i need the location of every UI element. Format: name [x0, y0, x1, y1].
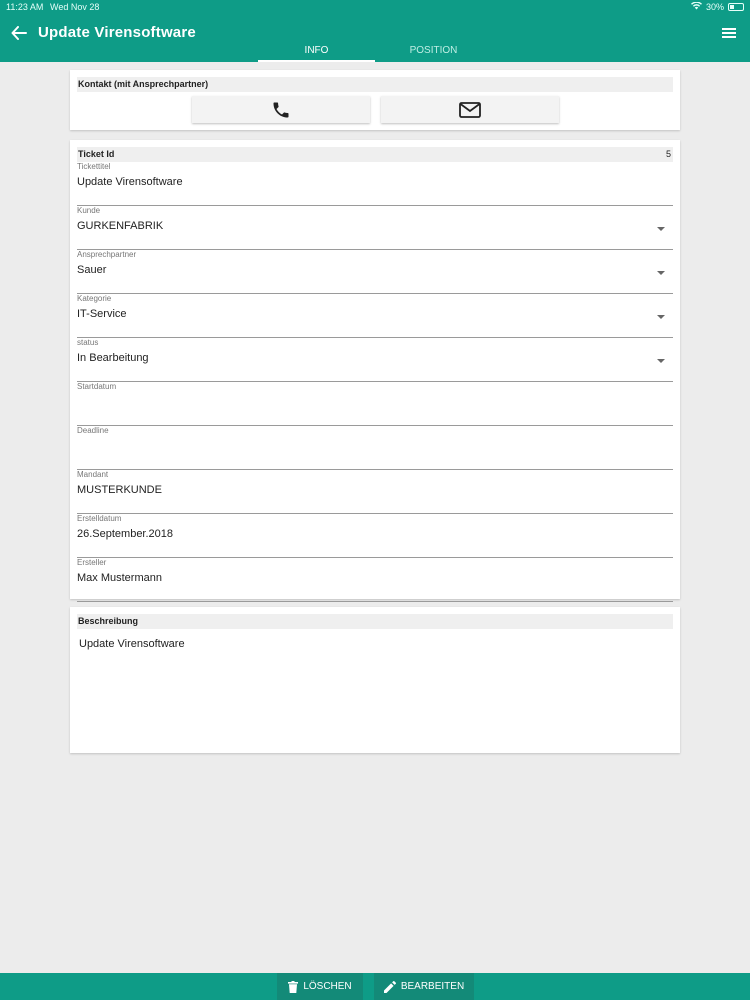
description-title: Beschreibung: [77, 614, 673, 629]
ticket-card: [70, 140, 680, 599]
status-date: Wed Nov 28: [50, 2, 100, 12]
contact-card: [70, 70, 680, 130]
battery-percent: 30%: [705, 2, 724, 12]
field-ersteller[interactable]: [77, 558, 673, 602]
status-bar: [0, 0, 750, 14]
dropdown-arrow-icon[interactable]: [657, 359, 665, 363]
phone-icon: [271, 100, 291, 120]
field-label: Ansprechpartner: [77, 250, 137, 259]
field-value: MUSTERKUNDE: [77, 484, 162, 496]
call-button[interactable]: [192, 96, 370, 123]
app-bar: [0, 0, 750, 62]
field-value: IT-Service: [77, 308, 127, 320]
field-label: Kategorie: [77, 294, 112, 303]
dropdown-arrow-icon[interactable]: [657, 271, 665, 275]
status-right: [691, 2, 744, 12]
field-label: Mandant: [77, 470, 109, 479]
field-startdatum[interactable]: [77, 382, 673, 426]
field-label: Ersteller: [77, 558, 107, 567]
delete-label: LÖSCHEN: [303, 981, 352, 992]
field-ansprechpartner[interactable]: [77, 250, 673, 294]
field-label: Kunde: [77, 206, 101, 215]
field-status[interactable]: [77, 338, 673, 382]
pencil-icon: [384, 981, 396, 993]
field-value: In Bearbeitung: [77, 352, 149, 364]
hamburger-menu-icon: [722, 27, 736, 39]
field-label: Deadline: [77, 426, 109, 435]
back-button[interactable]: [8, 22, 30, 44]
tab-info[interactable]: INFO: [304, 45, 329, 56]
mail-icon: [459, 102, 481, 118]
field-mandant[interactable]: [77, 470, 673, 514]
field-value: GURKENFABRIK: [77, 220, 164, 232]
field-value: Sauer: [77, 264, 107, 276]
page-title: Update Virensoftware: [38, 24, 196, 41]
field-value: Max Mustermann: [77, 572, 162, 584]
ticket-id-value: 5: [665, 149, 671, 159]
wifi-icon: [691, 2, 702, 12]
field-tickettitel[interactable]: [77, 162, 673, 206]
status-time: 11:23 AM: [6, 2, 44, 12]
dropdown-arrow-icon[interactable]: [657, 227, 665, 231]
bottom-action-bar: [0, 973, 750, 1000]
email-button[interactable]: [381, 96, 559, 123]
ticket-id-label: Ticket Id: [78, 149, 115, 159]
field-label: status: [77, 338, 99, 347]
edit-button[interactable]: [374, 973, 474, 1000]
field-kunde[interactable]: [77, 206, 673, 250]
field-label: Erstelldatum: [77, 514, 122, 523]
field-deadline[interactable]: [77, 426, 673, 470]
field-label: Startdatum: [77, 382, 117, 391]
contact-section-title: Kontakt (mit Ansprechpartner): [77, 77, 673, 92]
field-value: 26.September.2018: [77, 528, 174, 540]
dropdown-arrow-icon[interactable]: [657, 315, 665, 319]
trash-icon: [288, 981, 298, 993]
battery-level: [730, 5, 734, 9]
tab-bar: [0, 42, 750, 62]
description-card: [70, 607, 680, 753]
menu-button[interactable]: [718, 23, 740, 43]
arrow-left-icon: [11, 26, 27, 40]
ticket-id-row: [77, 147, 673, 162]
description-text[interactable]: Update Virensoftware: [79, 638, 185, 650]
tab-indicator: [258, 60, 375, 62]
delete-button[interactable]: [277, 973, 363, 1000]
field-label: Tickettitel: [77, 162, 111, 171]
field-value: Update Virensoftware: [77, 176, 183, 188]
edit-label: BEARBEITEN: [400, 981, 465, 992]
field-erstelldatum[interactable]: [77, 514, 673, 558]
tab-position[interactable]: POSITION: [409, 45, 458, 56]
battery-icon: [728, 3, 744, 11]
field-kategorie[interactable]: [77, 294, 673, 338]
